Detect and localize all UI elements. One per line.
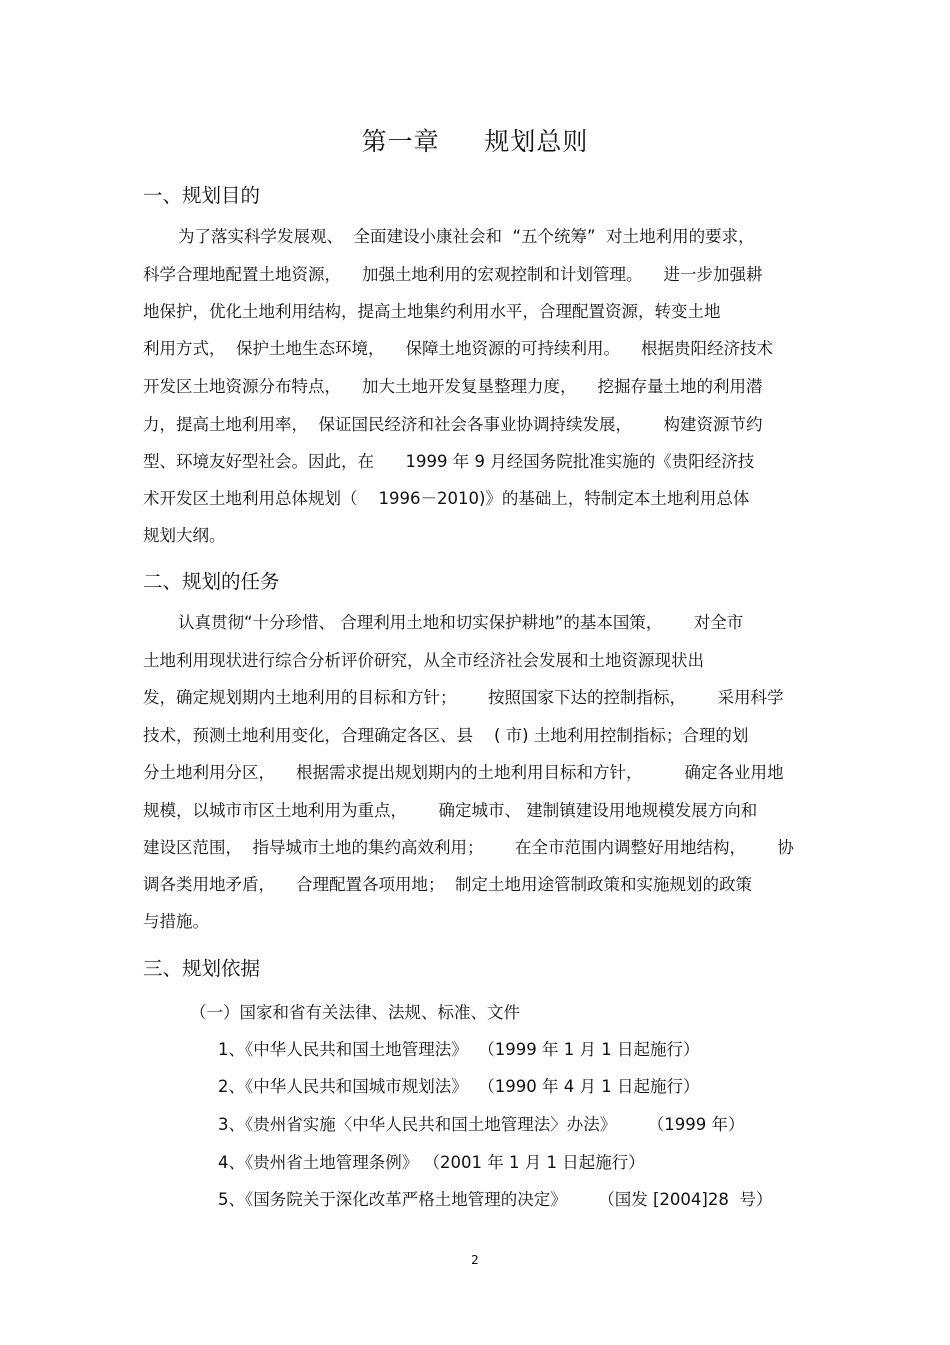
paragraph-line: 认真贯彻“十分珍惜、 合理利用土地和切实保护耕地”的基本国策， 对全市 — [178, 613, 744, 632]
sub-heading-laws: （一）国家和省有关法律、法规、标准、文件 — [190, 1003, 520, 1022]
paragraph-line: 力，提高土地利用率， 保证国民经济和社会各事业协调持续发展， 构建资源节约 — [143, 415, 763, 434]
list-item: 1、《中华人民共和国土地管理法》 （1999 年 1 月 1 日起施行） — [218, 1040, 700, 1059]
list-item: 4、《贵州省土地管理条例》 （2001 年 1 月 1 日起施行） — [218, 1153, 645, 1172]
paragraph-line: 利用方式， 保护土地生态环境， 保障土地资源的可持续利用。 根据贵阳经济技术 — [143, 339, 773, 358]
paragraph-line: 建设区范围， 指导城市土地的集约高效利用； 在全市范围内调整好用地结构， 协 — [143, 838, 794, 857]
list-item: 2、《中华人民共和国城市规划法》 （1990 年 4 月 1 日起施行） — [218, 1077, 700, 1096]
paragraph-line: 调各类用地矛盾， 合理配置各项用地； 制定土地用途管制政策和实施规划的政策 — [143, 875, 752, 894]
paragraph-line: 规模，以城市市区土地利用为重点， 确定城市、 建制镇建设用地规模发展方向和 — [143, 801, 758, 820]
paragraph-line: 为了落实科学发展观、 全面建设小康社会和 “五个统筹” 对土地利用的要求， — [178, 227, 755, 246]
section-heading-tasks: 二、规划的任务 — [143, 570, 280, 593]
paragraph-line: 地保护，优化土地利用结构，提高土地集约利用水平，合理配置资源，转变土地 — [143, 302, 721, 321]
paragraph-line: 土地利用现状进行综合分析评价研究，从全市经济社会发展和土地资源现状出 — [143, 651, 704, 670]
list-item: 3、《贵州省实施〈中华人民共和国土地管理法〉办法》 （1999 年） — [218, 1115, 745, 1134]
page-number: 2 — [471, 1253, 479, 1267]
paragraph-line: 技术，预测土地利用变化，合理确定各区、县 ( 市) 土地利用控制指标；合理的划 — [143, 726, 749, 745]
paragraph-line: 发，确定规划期内土地利用的目标和方针； 按照国家下达的控制指标， 采用科学 — [143, 688, 784, 707]
paragraph-line: 术开发区土地利用总体规划（ 1996－2010)》的基础上，特制定本土地利用总体 — [143, 489, 750, 508]
paragraph-line: 分土地利用分区， 根据需求提出规划期内的土地利用目标和方针， 确定各业用地 — [143, 763, 784, 782]
paragraph-line: 开发区土地资源分布特点， 加大土地开发复垦整理力度， 挖掘存量土地的利用潜 — [143, 377, 763, 396]
section-heading-purpose: 一、规划目的 — [143, 184, 261, 207]
paragraph-line: 与措施。 — [143, 912, 209, 931]
paragraph-line: 规划大纲。 — [143, 526, 226, 545]
paragraph-line: 型、环境友好型社会。因此，在 1999 年 9 月经国务院批准实施的《贵阳经济技 — [143, 452, 755, 471]
list-item: 5、《国务院关于深化改革严格土地管理的决定》 （国发 [2004]28 号） — [218, 1190, 773, 1209]
paragraph-line: 科学合理地配置土地资源， 加强土地利用的宏观控制和计划管理。 进一步加强耕 — [143, 265, 763, 284]
chapter-title: 第一章 规划总则 — [361, 127, 589, 156]
section-heading-basis: 三、规划依据 — [143, 957, 261, 980]
